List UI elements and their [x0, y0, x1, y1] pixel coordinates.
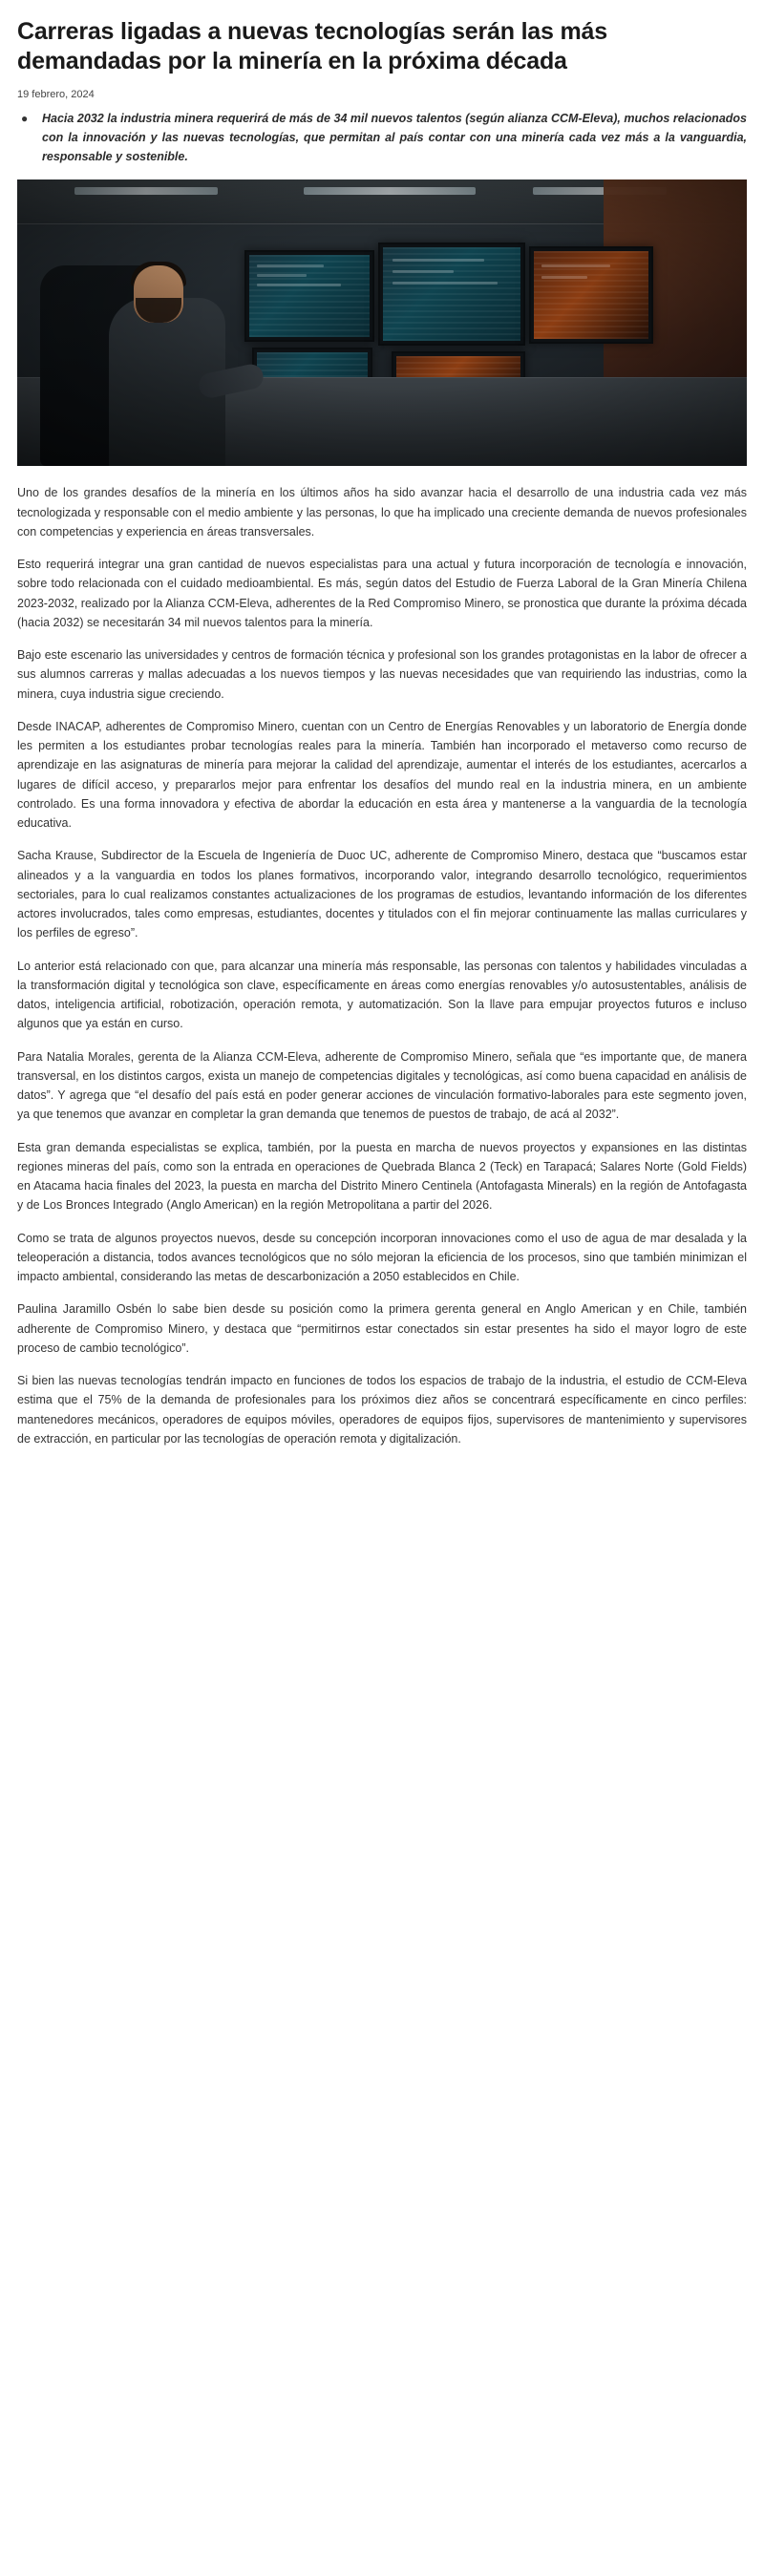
body-paragraph: Bajo este escenario las universidades y centros de formación técnica y profesional son los grandes protagonistas en la labor de ofrecer a sus alumnos carreras y mallas adecuadas a los nuevos tiempos y las nuevas necesidades que van requiriendo las industrias, como la minera, cuya industria sigue creciendo. — [17, 648, 747, 701]
publish-date: 19 febrero, 2024 — [17, 89, 95, 100]
body-paragraph: Si bien las nuevas tecnologías tendrán impacto en funciones de todos los espacios de trabajo de la industria, el estudio de CCM-Eleva estima que el 75% de la demanda de profesionales para los próximos diez años se concentrará específicamente en cinco perfiles: mantenedores mecánicos, operadores de equipos móviles, operadores de equipos fijos, supervisores de mantenimiento y supervisores de extracción, en particular por las tecnologías de operación remota y digitalización. — [17, 1374, 747, 1446]
body-paragraph: Esta gran demanda especialistas se explica, también, por la puesta en marcha de nuevos proyectos y expansiones en las distintas regiones mineras del país, como son la entrada en operaciones de Quebrada Blanca 2 (Teck) en Tarapacá; Salares Norte (Gold Fields) en Atacama hacia finales del 2023, la puesta en marcha del Distrito Minero Centinela (Antofagasta Minerals) en la región de Antofagasta y de Los Bronces Integrado (Anglo American) en la región Metropolitana a partir del 2026. — [17, 1140, 747, 1213]
body-paragraph-quote: Sacha Krause, Subdirector de la Escuela de Ingeniería de Duoc UC, adherente de Compromiso Minero, destaca que “buscamos estar alineados y a la vanguardia en todos los planes formativos, incorporando valor, integrando desarrollo tecnológico, requerimientos sectoriales, para lo cual realizamos constantes actualizaciones de los programas de estudios, levantando información de los diferentes actores involucrados, tales como empresas, estudiantes, docentes y titulados con el fin mejorar continuamente las mallas curriculares y los perfiles de egreso”. — [17, 849, 747, 940]
bullet-icon: ● — [21, 112, 29, 125]
body-paragraph: Uno de los grandes desafíos de la minería en los últimos años ha sido avanzar hacia el desarrollo de una industria cada vez más tecnologizada y responsable con el medio ambiente y las personas, lo que ha implicado una creciente demanda de nuevos profesionales con competencias y experiencia en áreas transversales. — [17, 486, 747, 538]
body-paragraph-quote: Para Natalia Morales, gerenta de la Alianza CCM-Eleva, adherente de Compromiso Minero, señala que “es importante que, de manera transversal, en los distintos cargos, exista un manejo de competencias digitales y tecnológicas, así como buena capacidad en análisis de datos”. Y agrega que “el desafío del país está en poder generar acciones de vinculación formativo-laborales para este segmento joven, ya que tenemos que avanzar en completar la gran demanda que tenemos de puestos de trabajo, de acá al 2032”. — [17, 1049, 747, 1122]
body-paragraph: Desde INACAP, adherentes de Compromiso Minero, cuentan con un Centro de Energías Renovables y un laboratorio de Energía donde les permiten a los estudiantes probar tecnologías reales para la minería. También han incorporado el metaverso como recurso de aprendizaje en las asignaturas de minería para mejorar la calidad del aprendizaje, aumentar el interés de los estudiantes, acercarlos a lugares de difícil acceso, y prepararlos mejor para enfrentar los desafíos del mundo real en la industria minera, en un ambiente controlado. Es una forma innovadora y efectiva de abordar la educación en esta área y mantenerse a la vanguardia de la tecnología educativa. — [17, 719, 747, 830]
lead-text: Hacia 2032 la industria minera requerirá de más de 34 mil nuevos talentos (según alianza CCM-Eleva), muchos relacionados con la innovación y las nuevas tecnologías, que permitan al país contar con una minería cada vez más a la vanguardia, responsable y sostenible. — [42, 112, 747, 163]
body-paragraph: Lo anterior está relacionado con que, para alcanzar una minería más responsable, las personas con talentos y habilidades vinculadas a la transformación digital y tecnológica son clave, específicamente en áreas como energías renovables y/o autosustentables, análisis de datos, inteligencia artificial, robotización, operación remota, y automatización. Son la llave para empujar proyectos futuros e incluso algunos que ya están en curso. — [17, 959, 747, 1031]
hero-vignette — [17, 179, 747, 466]
body-paragraph: Como se trata de algunos proyectos nuevos, desde su concepción incorporan innovaciones como el uso de agua de mar desalada y la teleoperación a distancia, todos avances tecnológicos que no sólo mejoran la eficiencia de los procesos, sino que también minimizan el impacto ambiental, considerando las metas de descarbonización a 2050 establecidos en Chile. — [17, 1231, 747, 1283]
page-title: Carreras ligadas a nuevas tecnologías serán las más demandadas por la minería en la próxima década — [17, 18, 607, 74]
body-paragraph-quote: Paulina Jaramillo Osbén lo sabe bien desde su posición como la primera gerenta general en Anglo American y en Chile, también adherente de Compromiso Minero, y destaca que “permitirnos estar conectados sin estar presentes ha sido el mayor logro de este proceso de cambio tecnológico”. — [17, 1302, 747, 1355]
body-paragraph: Esto requerirá integrar una gran cantidad de nuevos especialistas para una actual y futura incorporación de tecnología e innovación, sobre todo relacionada con el cuidado medioambiental. Es más, según datos del Estudio de Fuerza Laboral de la Gran Minería Chilena 2023-2032, realizado por la Alianza CCM-Eleva, adherentes de la Red Compromiso Minero, se pronostica que durante la próxima década (hacia 2032) se necesitarán 34 mil nuevos talentos para la minería. — [17, 558, 747, 629]
article-hero-image — [17, 179, 747, 466]
lead-paragraph — [17, 110, 747, 166]
